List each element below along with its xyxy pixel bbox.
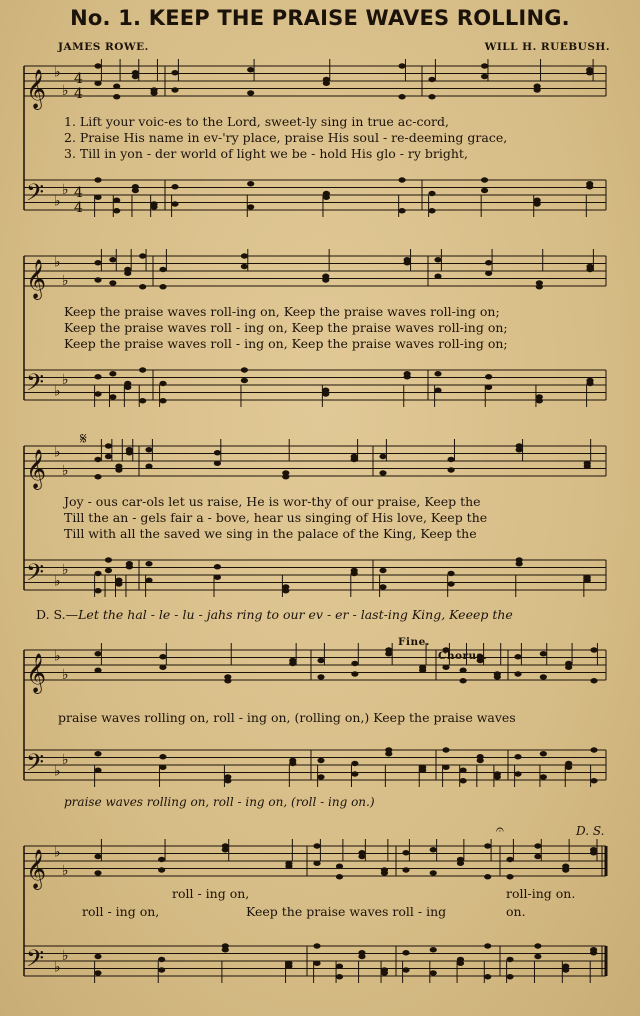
refrain-line-a: Keep the praise waves roll-ing on, Keep the praise waves roll-ing on; — [64, 304, 500, 319]
ds-prefix: D. S.— — [36, 607, 79, 622]
svg-text:♭: ♭ — [54, 193, 61, 210]
svg-text:♭: ♭ — [62, 562, 69, 578]
fine-mark: Fine. — [398, 636, 430, 648]
svg-text:♭: ♭ — [54, 254, 61, 271]
chorus-mark: Chorus. — [438, 650, 488, 662]
lyricist-credit: JAMES ROWE. — [58, 41, 149, 53]
svg-text:4: 4 — [74, 86, 83, 102]
svg-text:𝄞: 𝄞 — [26, 259, 47, 299]
svg-text:♭: ♭ — [62, 83, 69, 99]
svg-text:𝄢: 𝄢 — [26, 368, 45, 402]
chorus-upper-a: roll - ing on, — [172, 886, 250, 901]
verse-3-line-1: 3. Till in yon - der world of light we be - hold His glo - ry bright, — [64, 146, 468, 161]
ds-end-mark: D. S. — [576, 824, 605, 838]
refrain-line-b: Keep the praise waves roll - ing on, Keep the praise waves roll-ing on; — [64, 320, 508, 335]
chorus-lower-a: roll - ing on, — [82, 904, 160, 919]
svg-text:♭: ♭ — [62, 182, 69, 198]
svg-text:4: 4 — [74, 200, 83, 216]
svg-text:𝄢: 𝄢 — [26, 944, 45, 978]
ds-lyric: Let the hal - le - lu - jahs ring to our ev - er - last-ing King, Keeep the — [78, 607, 513, 622]
svg-text:♭: ♭ — [62, 463, 69, 479]
svg-text:♭: ♭ — [62, 752, 69, 768]
svg-text:𝄞: 𝄞 — [26, 69, 47, 109]
svg-text:♭: ♭ — [54, 959, 61, 976]
verse-3-line-3: Till with all the saved we sing in the palace of the King, Keep the — [64, 526, 477, 541]
page-title: No. 1. KEEP THE PRAISE WAVES ROLLING. — [70, 6, 570, 30]
svg-text:𝄢: 𝄢 — [26, 748, 45, 782]
svg-text:4: 4 — [74, 71, 83, 87]
verse-1-line-1: 1. Lift your voic-es to the Lord, sweet-ly sing in true ac-cord, — [64, 114, 449, 129]
verse-2-line-3: Till the an - gels fair a - bove, hear us singing of His love, Keep the — [64, 510, 488, 525]
svg-text:𝄋: 𝄋 — [80, 429, 87, 448]
svg-text:♭: ♭ — [62, 372, 69, 388]
ds-line — [36, 607, 513, 623]
chorus-line-1: praise waves rolling on, roll - ing on, (rolling on,) Keep the praise waves — [58, 710, 516, 725]
chorus-upper-b: roll-ing on. — [506, 886, 576, 901]
svg-text:𝄢: 𝄢 — [26, 558, 45, 592]
refrain-line-c: Keep the praise waves roll - ing on, Keep the praise waves roll-ing on; — [64, 336, 508, 351]
svg-text:♭: ♭ — [62, 273, 69, 289]
svg-text:♭: ♭ — [54, 383, 61, 400]
svg-text:♭: ♭ — [54, 64, 61, 81]
svg-text:4: 4 — [74, 185, 83, 201]
chorus-bass-line-1: praise waves rolling on, roll - ing on, (roll - ing on.) — [64, 795, 375, 809]
chorus-lower-c: on. — [506, 904, 526, 919]
svg-text:♭: ♭ — [54, 844, 61, 861]
svg-text:♭: ♭ — [54, 648, 61, 665]
chorus-lower-b: Keep the praise waves roll - ing — [246, 904, 447, 919]
svg-text:♭: ♭ — [54, 573, 61, 590]
composer-credit: WILL H. RUEBUSH. — [484, 41, 610, 53]
svg-text:𝄞: 𝄞 — [26, 449, 47, 489]
svg-text:𝄐: 𝄐 — [496, 822, 504, 838]
svg-text:♭: ♭ — [62, 863, 69, 879]
svg-text:♭: ♭ — [54, 444, 61, 461]
svg-text:♭: ♭ — [62, 667, 69, 683]
verse-2-line-1: 2. Praise His name in ev-'ry place, praise His soul - re-deeming grace, — [64, 130, 508, 145]
svg-text:𝄞: 𝄞 — [26, 653, 47, 693]
svg-text:♭: ♭ — [62, 948, 69, 964]
verse-1-line-3: Joy - ous car-ols let us raise, He is wor-thy of our praise, Keep the — [64, 494, 481, 509]
svg-text:𝄢: 𝄢 — [26, 178, 45, 212]
svg-text:♭: ♭ — [54, 763, 61, 780]
svg-text:𝄞: 𝄞 — [26, 849, 47, 889]
